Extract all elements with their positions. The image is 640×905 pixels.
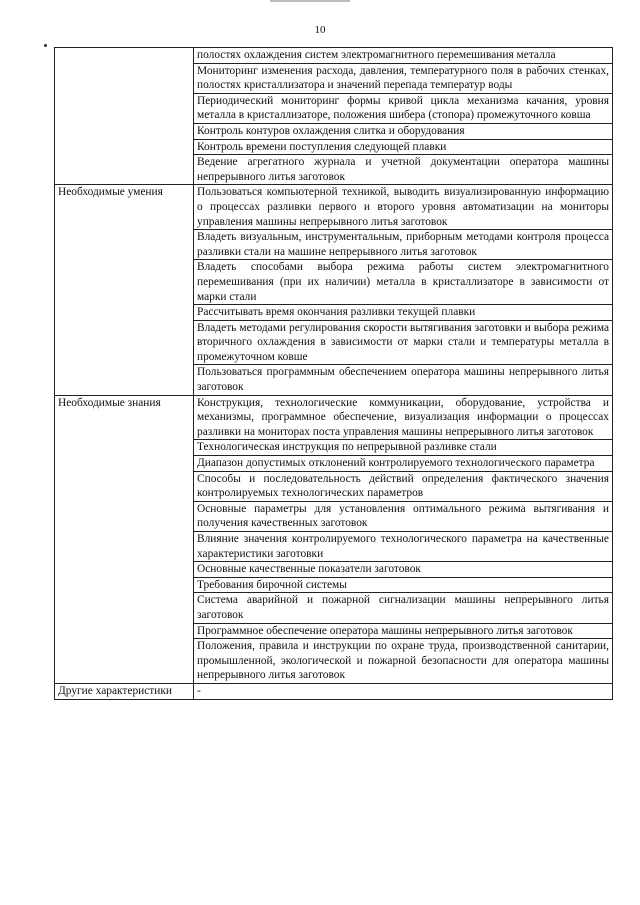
requirement-item: Мониторинг изменения расхода, давления, температурного поля в рабочих стенках, полостях кристаллизатора и значений перепада температур воды [194, 63, 613, 93]
knowledge-item: Технологическая инструкция по непрерывной разливке стали [194, 440, 613, 456]
knowledge-item: Программное обеспечение оператора машины непрерывного литья заготовок [194, 623, 613, 639]
scan-dot [44, 44, 47, 47]
knowledge-item: Основные качественные показатели заготовок [194, 562, 613, 578]
requirement-item: Контроль времени поступления следующей плавки [194, 139, 613, 155]
requirement-item: Ведение агрегатного журнала и учетной документации оператора машины непрерывного литья заготовок [194, 155, 613, 185]
skill-item: Пользоваться компьютерной техникой, выводить визуализированную информацию о процессах разливки первого и второго уровня автоматизации на мониторы управления машины непрерывного литья заготовок [194, 185, 613, 230]
knowledge-item: Конструкция, технологические коммуникации, оборудование, устройства и механизмы, программное обеспечение, визуализация информации о процессах разливки на мониторах поста управления машины непрерывного литья заготовок [194, 395, 613, 440]
table-row [55, 48, 613, 64]
requirement-item: Периодический мониторинг формы кривой цикла механизма качания, уровня металла в кристаллизаторе, положения шибера (стопора) промежуточного ковша [194, 93, 613, 123]
table-row [55, 185, 613, 230]
skill-item: Рассчитывать время окончания разливки текущей плавки [194, 305, 613, 321]
requirement-item: полостях охлаждения систем электромагнитного перемешивания металла [194, 48, 613, 64]
section-label-skills: Необходимые умения [55, 185, 194, 395]
skill-item: Владеть способами выбора режима работы систем электромагнитного перемешивания (при их наличии) металла в кристаллизаторе в зависимости от марки стали [194, 260, 613, 305]
skill-item: Владеть методами регулирования скорости вытягивания заготовки и выбора режима вторичного охлаждения в зависимости от марки стали и температуры металла в промежуточном ковше [194, 320, 613, 365]
table-row [55, 395, 613, 440]
skill-item: Пользоваться программным обеспечением оператора машины непрерывного литья заготовок [194, 365, 613, 395]
page-number: 10 [314, 24, 326, 36]
section-label-other: Другие характеристики [55, 683, 194, 699]
knowledge-item: Способы и последовательность действий определения фактического значения контролируемых технологических параметров [194, 471, 613, 501]
knowledge-item: Требования бирочной системы [194, 577, 613, 593]
other-item: - [194, 683, 613, 699]
requirement-item: Контроль контуров охлаждения слитка и оборудования [194, 123, 613, 139]
knowledge-item: Диапазон допустимых отклонений контролируемого технологического параметра [194, 456, 613, 472]
section-label-knowledge: Необходимые знания [55, 395, 194, 683]
table-row [55, 683, 613, 699]
section-label [55, 48, 194, 185]
skill-item: Владеть визуальным, инструментальным, приборным методами контроля процесса разливки стали на машине непрерывного литья заготовок [194, 230, 613, 260]
knowledge-item: Положения, правила и инструкции по охране труда, производственной санитарии, промышленной, экологической и пожарной безопасности для оператора машины непрерывного литья заготовок [194, 639, 613, 684]
knowledge-item: Основные параметры для установления оптимального режима вытягивания и получения качественных заготовок [194, 501, 613, 531]
scan-artifact [270, 0, 350, 2]
knowledge-item: Система аварийной и пожарной сигнализации машины непрерывного литья заготовок [194, 593, 613, 623]
requirements-table [54, 47, 613, 700]
knowledge-item: Влияние значения контролируемого технологического параметра на качественные характеристики заготовки [194, 532, 613, 562]
